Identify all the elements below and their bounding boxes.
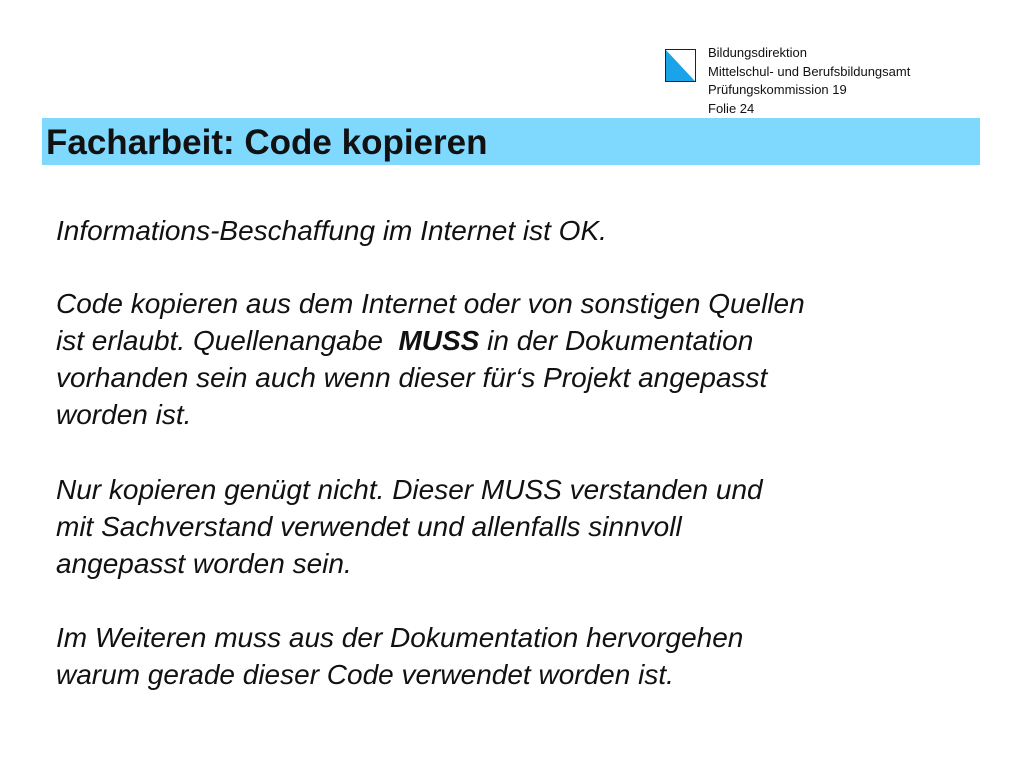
paragraph-line: Code kopieren aus dem Internet oder von sonstigen Quellen <box>56 288 805 319</box>
department-name: Mittelschul- und Berufsbildungsamt <box>708 63 911 79</box>
paragraph-documentation-justification <box>56 619 743 693</box>
slide-number: Folie 24 <box>708 100 755 116</box>
paragraph-line: Im Weiteren muss aus der Dokumentation hervorgehen <box>56 622 744 653</box>
paragraph-understanding-required <box>56 471 763 582</box>
paragraph-line: Nur kopieren genügt nicht. Dieser MUSS verstanden und <box>56 474 763 505</box>
paragraph-line: warum gerade dieser Code verwendet worden ist. <box>56 659 674 690</box>
paragraph-line: angepasst worden sein. <box>56 548 352 579</box>
text-segment: ist erlaubt. Quellenangabe <box>56 325 399 356</box>
text-segment: in der Dokumentation <box>479 325 754 356</box>
paragraph-line: mit Sachverstand verwendet und allenfalls sinnvoll <box>56 511 682 542</box>
institution-name: Bildungsdirektion <box>708 45 808 60</box>
zurich-canton-shield-icon <box>665 49 696 82</box>
paragraph-line-with-emphasis <box>56 322 805 359</box>
paragraph-information-gathering <box>56 212 607 249</box>
paragraph-line: worden ist. <box>56 399 192 430</box>
commission-name: Prüfungskommission 19 <box>708 82 847 97</box>
slide-title: Facharbeit: Code kopieren <box>46 123 488 162</box>
emphasis-muss: MUSS <box>398 325 480 356</box>
header-info <box>708 44 910 118</box>
zurich-shield-graphic <box>666 50 695 81</box>
paragraph-copy-code-allowed <box>56 285 805 433</box>
paragraph-line: vorhanden sein auch wenn dieser für‘s Projekt angepasst <box>56 362 768 393</box>
paragraph-line: Informations-Beschaffung im Internet ist OK. <box>56 215 607 246</box>
title-bar <box>42 118 980 165</box>
